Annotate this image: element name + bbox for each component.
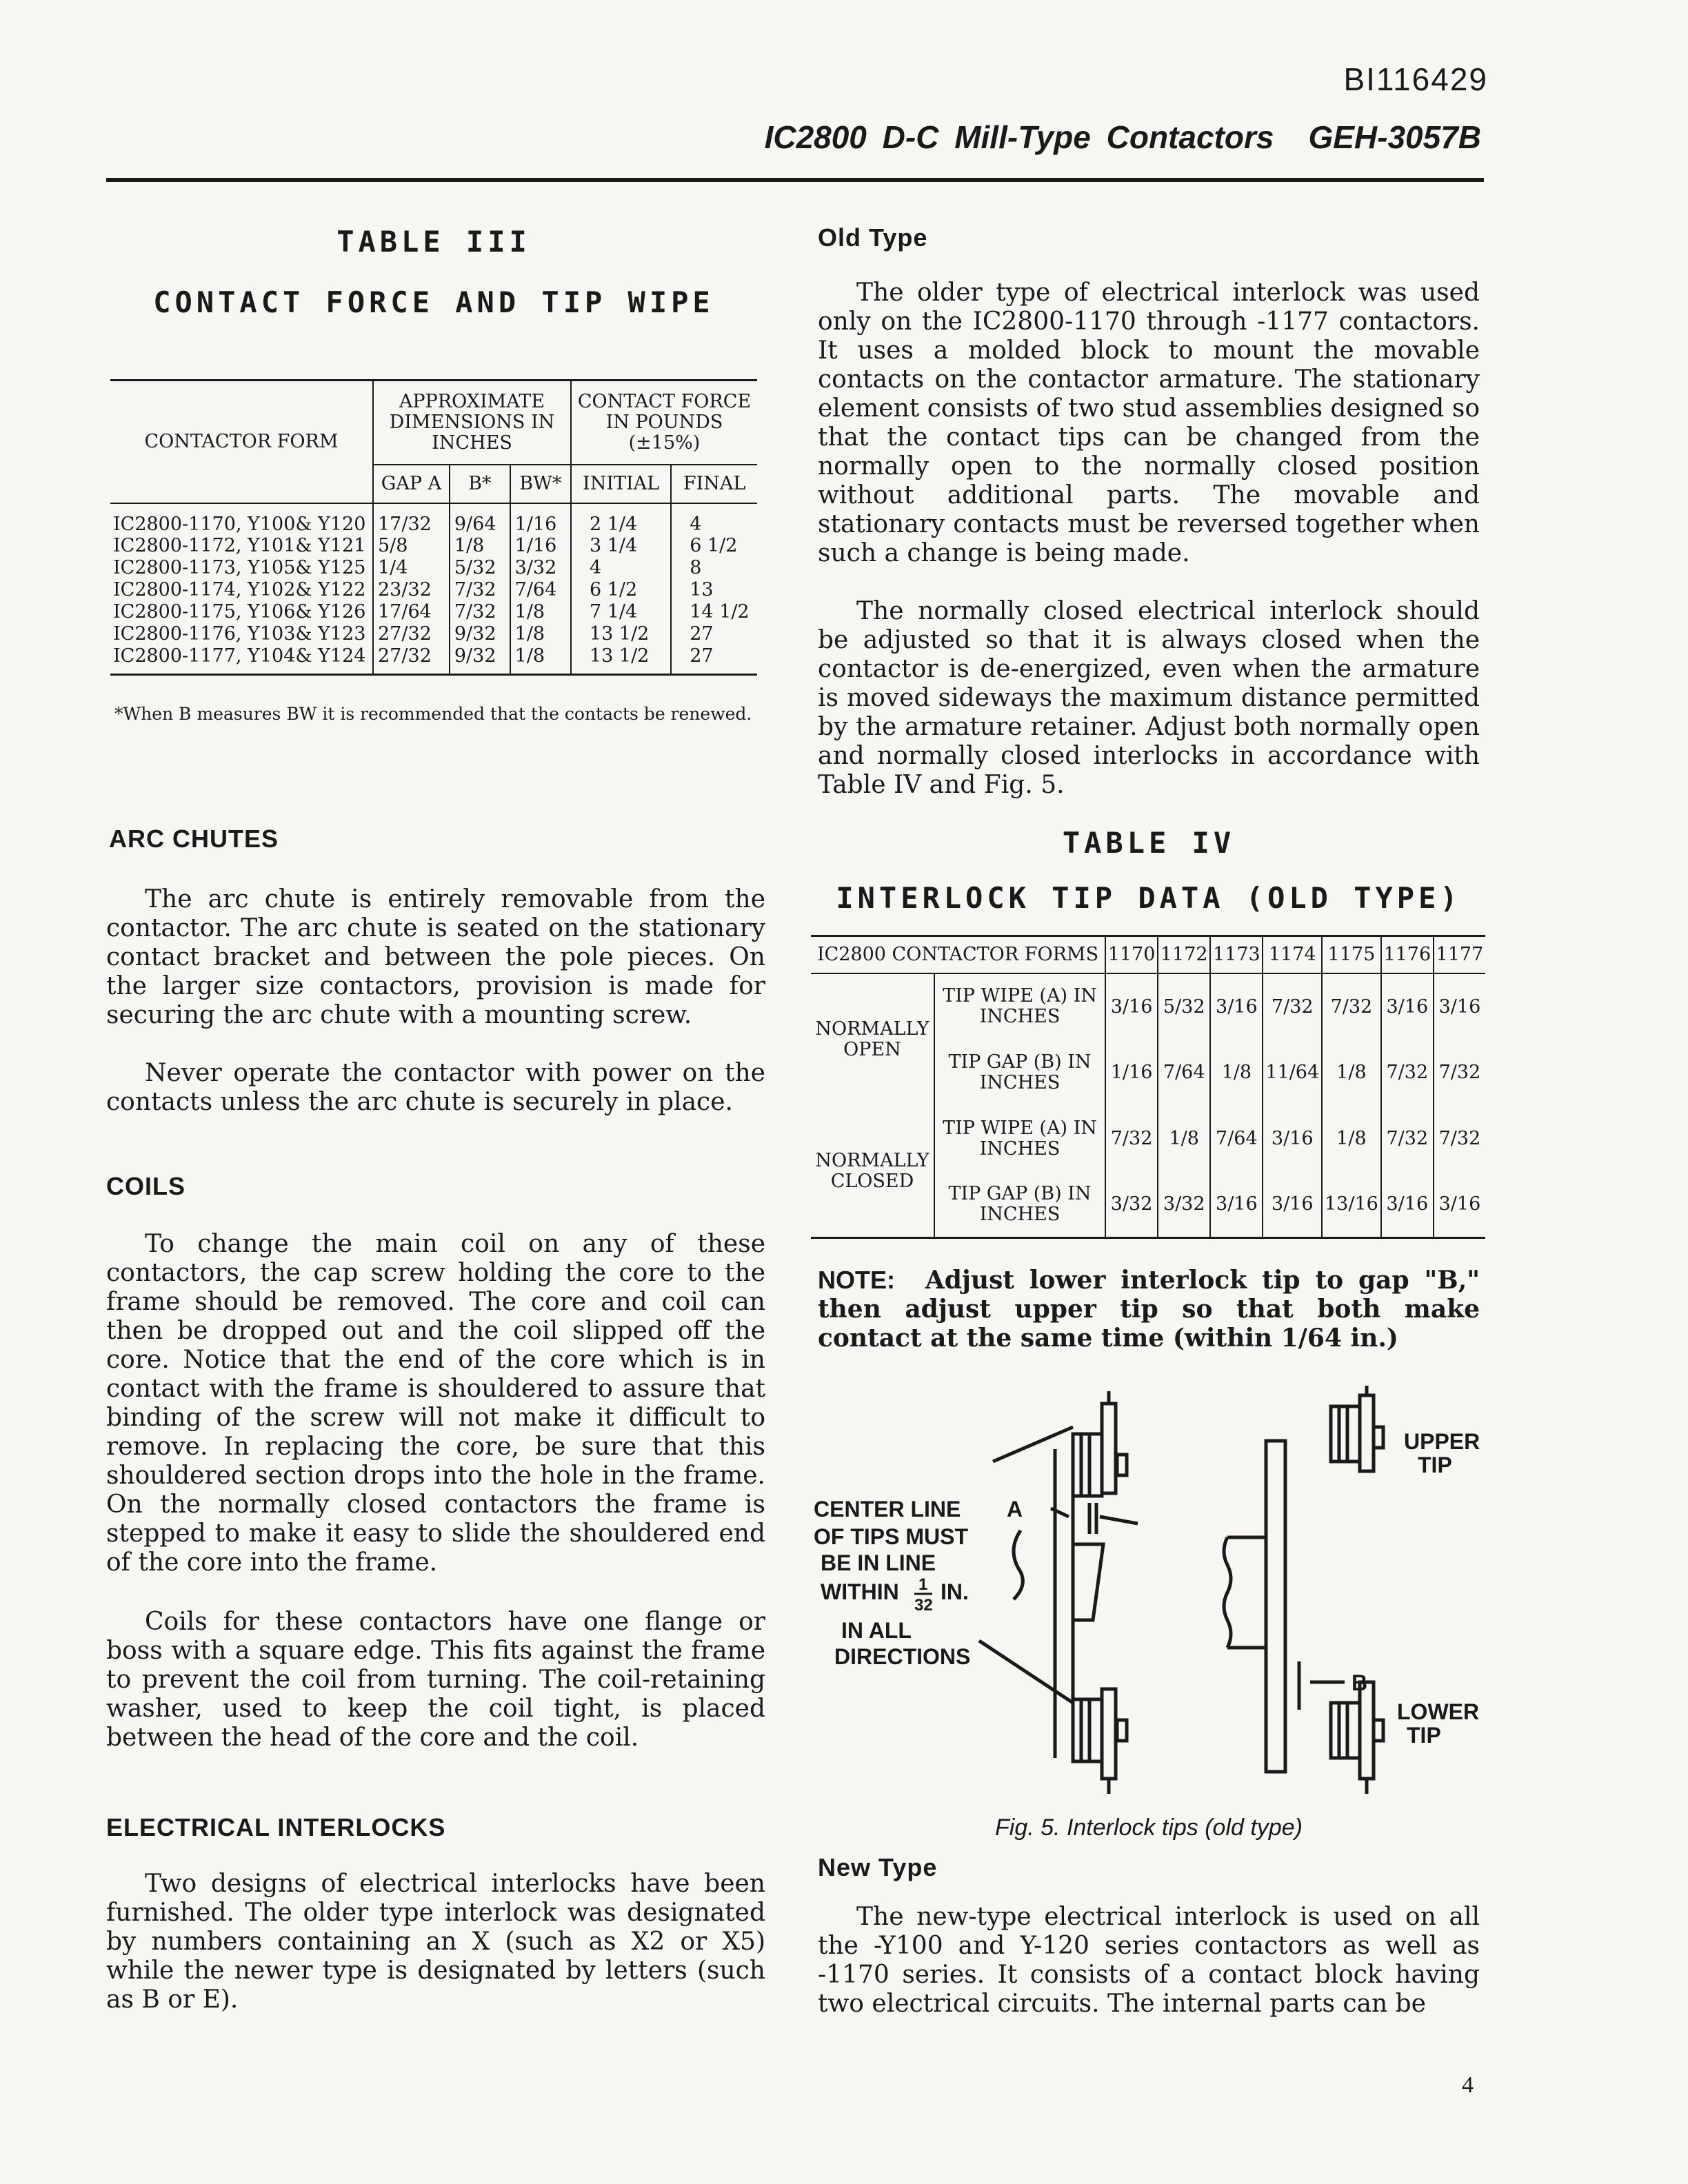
table-cell-bw: 1/16 [510,503,571,535]
table4-cell: 13/16 [1322,1172,1381,1238]
table-cell-gap: 23/32 [373,579,450,601]
table-row [110,535,757,557]
old-type-paragraph-1: The older type of electrical interlock was used only on the IC2800-1170 through -1177 contactors. It uses a molded block to mount the movable contacts on the contactor armature. The stationary element consists of two stud assemblies designed so that the contact tips can be changed from the normally open to the normally closed position without additional parts. The movable and stationary contacts must be reversed together when such a change is being made. [818,279,1480,567]
col-contactor-form: CONTACTOR FORM [110,381,373,503]
table4-cell: 1/8 [1322,1040,1381,1106]
table4-header-row [811,936,1485,973]
lower-tip-stud [1331,1703,1360,1758]
leader-curl [1014,1530,1023,1599]
label-of-tips-must: OF TIPS MUST [814,1524,968,1549]
table4-col-1176: 1176 [1381,936,1434,973]
label-fraction-num: 1 [918,1575,928,1594]
table-cell-bw: 1/16 [510,535,571,557]
table4-cell: 3/16 [1381,973,1434,1040]
document-title-text: IC2800 D-C Mill-Type Contactors [764,119,1274,155]
note [818,1266,1480,1353]
old-type-paragraph-2: The normally closed electrical interlock should be adjusted so that it is always closed when the contactor is de-energized, even when the armature is moved sideways the maximum distance permitted by the armature retainer. Adjust both normally open and normally closed interlocks in accordance with Table IV and Fig. 5. [818,597,1480,799]
table4-cell: 3/16 [1105,973,1158,1040]
document-id: BI116429 [1343,61,1488,97]
col-initial: INITIAL [571,465,671,503]
table4-cell: 7/32 [1438,1128,1481,1149]
interlocks-paragraph-1: Two designs of electrical interlocks have been furnished. The older type interlock was designated by numbers containing an X (such as X2 or X5) while the newer type is designated by letters (such as B or E). [106,1870,765,2014]
table-cell-initial: 6 1/2 [571,579,671,601]
table-cell-form: IC2800-1170, Y100& Y120 [110,503,373,535]
table4-row-label: TIP GAP (B) IN INCHES [934,1172,1105,1238]
col-final: FINAL [683,473,746,494]
table4 [811,935,1485,1239]
table-cell-initial: 3 1/4 [571,535,671,557]
table4-cell: 1/16 [1105,1040,1158,1106]
label-a: A [1007,1497,1023,1521]
col-contact-force: CONTACT FORCE IN POUNDS (±15%) [571,381,757,465]
new-type-paragraph-1: The new-type electrical interlock is used on all the -Y100 and Y-120 series contactors as well as -1170 series. It consists of a contact block having two electrical circuits. The internal parts can be [818,1903,1480,2018]
table-cell-initial: 7 1/4 [571,601,671,623]
arc-chutes-paragraph-1: The arc chute is entirely removable from the contactor. The arc chute is seated on the stationary contact bracket and between the pole pieces. On the larger size contactors, provision is made for securing the arc chute with a mounting screw. [106,885,765,1029]
table4-cell: 3/16 [1263,1172,1322,1238]
table4-cell: 1/8 [1158,1106,1210,1172]
figure-caption: Fig. 5. Interlock tips (old type) [995,1814,1303,1841]
table4-cell: 7/32 [1263,973,1322,1040]
table3-label: TABLE III [336,225,531,259]
table-cell-b: 9/64 [450,503,510,535]
table4-cell: 3/16 [1210,1172,1263,1238]
left-upper-stud [1073,1434,1102,1496]
col-bw: BW* [510,465,571,503]
leader-line-upper [993,1427,1073,1462]
label-upper-tip: TIP [1418,1453,1452,1477]
table4-cell: 7/32 [1322,973,1381,1040]
table4-cell: 3/16 [1381,1172,1434,1238]
table-row [811,1106,1485,1172]
table-cell-initial: 13 1/2 [571,623,671,645]
table-row [110,623,757,645]
table4-cell: 3/16 [1263,1106,1322,1172]
upper-tip-stud [1331,1406,1360,1462]
table-cell-b: 7/32 [450,579,510,601]
table4-title: INTERLOCK TIP DATA (OLD TYPE) [836,881,1462,915]
table-cell-form: IC2800-1177, Y104& Y124 [110,645,373,675]
coils-paragraph-2: Coils for these contactors have one flange or boss with a square edge. This fits against the frame to prevent the coil from turning. The coil-retaining washer, used to keep the coil tight, is placed between the head of the core and the coil. [106,1608,765,1752]
table-cell-bw: 1/8 [510,601,571,623]
table4-cell: 3/32 [1158,1172,1210,1238]
movable-tip-body [1073,1544,1103,1620]
old-type-heading: Old Type [818,223,928,252]
table4-label: TABLE IV [1062,826,1236,860]
table3-body [110,503,757,675]
table-cell-gap: 5/8 [373,535,450,557]
document-title [765,119,1481,156]
lower-tip-flange [1360,1682,1374,1779]
page-number: 4 [1462,2072,1474,2098]
table-cell-gap: 27/32 [373,623,450,645]
header-rule [106,178,1484,182]
label-center-line: CENTER LINE [814,1497,961,1521]
table4-group-label: NORMALLY OPEN [811,973,934,1106]
table4-col-1173: 1173 [1210,936,1263,973]
table4-cell: 7/32 [1381,1106,1434,1172]
table-cell-gap: 17/64 [373,601,450,623]
col-gap-a: GAP A [373,465,450,503]
table-cell-final: 14 1/2 [690,601,750,623]
table-cell-final: 27 [690,645,714,667]
left-lower-stud [1073,1699,1102,1761]
table4-col-1175: 1175 [1322,936,1381,973]
table4-col-1172: 1172 [1158,936,1210,973]
interlocks-heading: ELECTRICAL INTERLOCKS [106,1813,446,1841]
label-directions: DIRECTIONS [834,1644,971,1669]
label-upper: UPPER [1404,1429,1480,1454]
table-cell-final: 6 1/2 [690,535,738,556]
table4-cell: 11/64 [1263,1040,1322,1106]
table4-group-label: NORMALLY CLOSED [811,1106,934,1238]
label-lower: LOWER [1397,1699,1480,1724]
table4-cell: 3/16 [1438,1193,1481,1215]
leader-line-lower [979,1641,1073,1703]
table3-footnote: *When B measures BW it is recommended that the contacts be renewed. [114,704,752,724]
table-cell-b: 7/32 [450,601,510,623]
table-cell-bw: 1/8 [510,645,571,675]
table-cell-form: IC2800-1176, Y103& Y123 [110,623,373,645]
table4-cell: 3/16 [1438,995,1481,1018]
table4-cell: 1/8 [1210,1040,1263,1106]
left-upper-flange [1102,1404,1116,1493]
right-armature [1266,1441,1285,1772]
table4-cell: 7/64 [1158,1040,1210,1106]
right-bracket [1227,1537,1266,1648]
table-row [110,557,757,579]
table4-cell: 7/32 [1381,1040,1434,1106]
table-row [110,503,757,535]
table-cell-initial: 13 1/2 [571,645,671,675]
table4-row-label: TIP WIPE (A) IN INCHES [934,973,1105,1040]
label-b: B [1352,1670,1368,1695]
table-cell-form: IC2800-1175, Y106& Y126 [110,601,373,623]
table4-row-label: TIP GAP (B) IN INCHES [934,1040,1105,1106]
table-cell-b: 5/32 [450,557,510,579]
label-in: IN. [941,1579,969,1604]
table-row [110,645,757,675]
new-type-heading: New Type [818,1853,938,1881]
table-cell-final: 27 [690,623,714,645]
table3 [110,379,757,676]
table-cell-b: 1/8 [450,535,510,557]
document-code: GEH-3057B [1308,119,1481,155]
label-fraction-den: 32 [914,1596,933,1615]
table-cell-form: IC2800-1172, Y101& Y121 [110,535,373,557]
table-row [110,579,757,601]
table4-cell: 3/16 [1210,973,1263,1040]
table4-cell: 7/32 [1105,1106,1158,1172]
table-cell-gap: 27/32 [373,645,450,675]
table4-cell: 7/32 [1438,1062,1481,1083]
table-cell-gap: 17/32 [373,503,450,535]
coils-paragraph-1: To change the main coil on any of these contactors, the cap screw holding the core to the frame should be removed. The core and coil can then be dropped out and the coil slipped off the core. Notice that the end of the core which is in contact with the frame is shouldered to assure that binding of the screw will not make it difficult to remove. In replacing the core, be sure that this shouldered section drops into the hole in the frame. On the normally closed contactors the frame is stepped to make it easy to slide the shouldered end of the core into the frame. [106,1230,765,1577]
coils-heading: COILS [106,1172,186,1200]
table4-body [811,973,1485,1238]
table-cell-final: 13 [690,579,714,600]
table4-col-1177: 1177 [1436,944,1484,966]
label-within: WITHIN [821,1579,899,1604]
table-cell-final: 8 [690,557,702,578]
table-cell-initial: 4 [571,557,671,579]
table-cell-bw: 7/64 [510,579,571,601]
table4-row-label: TIP WIPE (A) IN INCHES [934,1106,1105,1172]
table-cell-initial: 2 1/4 [571,503,671,535]
label-lower-tip: TIP [1407,1723,1441,1748]
note-label: NOTE: [818,1266,895,1294]
col-dimensions: APPROXIMATE DIMENSIONS IN INCHES [373,381,571,465]
table-cell-bw: 3/32 [510,557,571,579]
table-cell-b: 9/32 [450,623,510,645]
label-in-all: IN ALL [841,1618,912,1643]
table-cell-gap: 1/4 [373,557,450,579]
table4-cell: 7/64 [1210,1106,1263,1172]
table4-cell: 1/8 [1322,1106,1381,1172]
figure-interlock-tips [814,1386,1489,1799]
table-row [811,973,1485,1040]
table-cell-bw: 1/8 [510,623,571,645]
table4-header-label: IC2800 CONTACTOR FORMS [811,936,1105,973]
table4-cell: 5/32 [1158,973,1210,1040]
table-cell-form: IC2800-1174, Y102& Y122 [110,579,373,601]
arc-chutes-heading: ARC CHUTES [109,825,279,853]
table4-col-1170: 1170 [1105,936,1158,973]
label-be-in-line: BE IN LINE [821,1550,936,1575]
table3-title: CONTACT FORCE AND TIP WIPE [153,285,714,319]
note-text: Adjust lower interlock tip to gap "B," then adjust upper tip so that both make contact at the same time (within 1/64 in.) [818,1266,1480,1353]
col-b: B* [450,465,510,503]
table4-col-1174: 1174 [1263,936,1322,973]
table-cell-b: 9/32 [450,645,510,675]
arc-chutes-paragraph-2: Never operate the contactor with power on the contacts unless the arc chute is securely in place. [106,1059,765,1116]
table-cell-final: 4 [690,513,702,535]
upper-tip-flange [1360,1395,1374,1471]
table-row [110,601,757,623]
left-lower-flange [1102,1689,1116,1779]
table-cell-form: IC2800-1173, Y105& Y125 [110,557,373,579]
table4-cell: 3/32 [1105,1172,1158,1238]
